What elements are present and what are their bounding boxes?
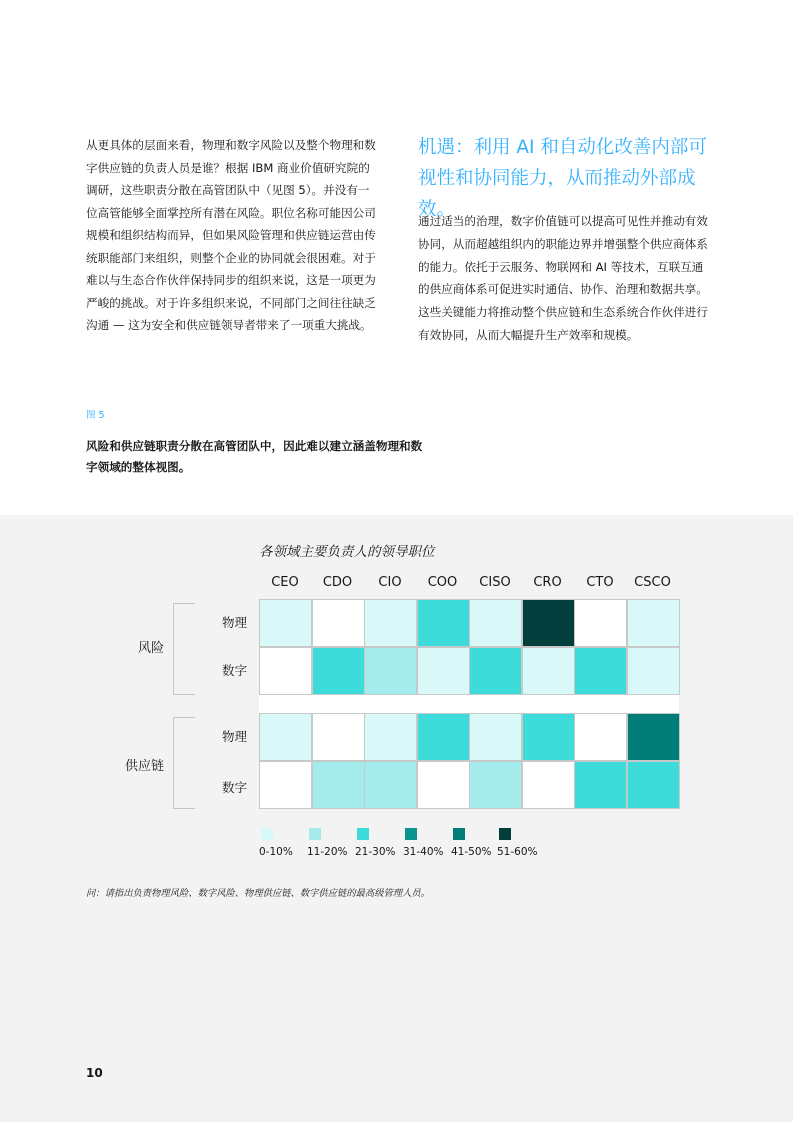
group-label: 风险 bbox=[138, 641, 165, 656]
heatmap-cell bbox=[522, 761, 575, 809]
column-header-csco: CSCO bbox=[634, 575, 671, 590]
heatmap-cell bbox=[312, 599, 365, 647]
body-paragraph-left: 从更具体的层面来看，物理和数字风险以及整个物理和数字供应链的负责人员是谁？根据 IBM 商业价值研究院的调研，这些职责分散在高管团队中（见图 5）。并没有一位高管能够全面掌控所有潜在风险。职位名称可能因公司规模和组织结构而异，但如果风险管理和供应链运营由传统职能部门来组织，则整个企业的协同就会很困难。对于难以与生态合作伙伴保持同步的组织来说，这是一项更为严峻的挑战。对于许多组织来说，不同部门之间往往缺乏沟通 — 这为安全和供应链领导者带来了一项重大挑战。 bbox=[86, 138, 376, 332]
heatmap-cell bbox=[522, 599, 575, 647]
legend-swatch bbox=[261, 828, 273, 840]
heatmap-cell bbox=[259, 599, 312, 647]
heatmap-cell bbox=[522, 647, 575, 695]
chart-title: 各领域主要负责人的领导职位 bbox=[259, 544, 435, 560]
heatmap-cell bbox=[627, 599, 680, 647]
heatmap-cell bbox=[259, 713, 312, 761]
legend-swatch bbox=[405, 828, 417, 840]
row-label: 物理 bbox=[222, 615, 248, 630]
heatmap-cell bbox=[259, 761, 312, 809]
heatmap-cell bbox=[627, 647, 680, 695]
row-label: 数字 bbox=[222, 663, 248, 678]
heatmap-cell bbox=[364, 599, 417, 647]
heatmap-cell bbox=[417, 647, 470, 695]
heatmap-cell bbox=[417, 599, 470, 647]
legend-label: 21-30% bbox=[355, 846, 396, 858]
heatmap-cell bbox=[312, 647, 365, 695]
legend-label: 0-10% bbox=[259, 846, 293, 858]
group-bracket bbox=[173, 603, 195, 695]
heatmap-cell bbox=[574, 713, 627, 761]
heatmap-cell bbox=[627, 761, 680, 809]
legend-swatch bbox=[453, 828, 465, 840]
survey-question-footnote: 问：请指出负责物理风险、数字风险、物理供应链、数字供应链的最高级管理人员。 bbox=[86, 888, 430, 899]
legend-label: 51-60% bbox=[497, 846, 538, 858]
heatmap-cell bbox=[574, 647, 627, 695]
legend-swatch bbox=[499, 828, 511, 840]
heatmap-cell bbox=[312, 713, 365, 761]
column-header-ciso: CISO bbox=[479, 575, 511, 590]
group-separator bbox=[259, 695, 679, 713]
column-header-cio: CIO bbox=[378, 575, 402, 590]
heatmap-cell bbox=[574, 761, 627, 809]
figure-caption: 风险和供应链职责分散在高管团队中，因此难以建立涵盖物理和数字领域的整体视图。 bbox=[86, 439, 423, 474]
column-header-coo: COO bbox=[427, 575, 458, 590]
row-label: 物理 bbox=[222, 729, 248, 744]
column-header-cdo: CDO bbox=[322, 575, 353, 590]
heatmap-cell bbox=[627, 713, 680, 761]
heatmap-cell bbox=[364, 647, 417, 695]
heatmap-cell bbox=[364, 713, 417, 761]
column-header-cto: CTO bbox=[586, 575, 614, 590]
legend-swatch bbox=[357, 828, 369, 840]
opportunity-heading: 机遇：利用 AI 和自动化改善内部可视性和协同能力，从而推动外部成效。 bbox=[418, 137, 707, 220]
group-bracket bbox=[173, 717, 195, 809]
column-header-ceo: CEO bbox=[271, 575, 299, 590]
heatmap-cell bbox=[469, 761, 522, 809]
heatmap-cell bbox=[469, 599, 522, 647]
heatmap-cell bbox=[417, 713, 470, 761]
heatmap-cell bbox=[364, 761, 417, 809]
heatmap-cell bbox=[259, 647, 312, 695]
legend-label: 41-50% bbox=[451, 846, 492, 858]
legend-label: 31-40% bbox=[403, 846, 444, 858]
figure-label: 图 5 bbox=[86, 410, 105, 421]
heatmap-cell bbox=[469, 713, 522, 761]
heatmap-cell bbox=[574, 599, 627, 647]
body-paragraph-right: 通过适当的治理，数字价值链可以提高可见性并推动有效协同，从而超越组织内的职能边界并增强整个供应商体系的能力。依托于云服务、物联网和 AI 等技术，互联互通的供应商体系可促进实时通信、协作、治理和数据共享。这些关键能力将推动整个供应链和生态系统合作伙伴进行有效协同，从而大幅提升生产效率和规模。 bbox=[418, 214, 708, 342]
column-header-cro: CRO bbox=[533, 575, 562, 590]
heatmap-cell bbox=[469, 647, 522, 695]
heatmap-cell bbox=[522, 713, 575, 761]
legend-label: 11-20% bbox=[307, 846, 348, 858]
row-label: 数字 bbox=[222, 780, 248, 795]
heatmap-cell bbox=[312, 761, 365, 809]
heatmap-cell bbox=[417, 761, 470, 809]
legend-swatch bbox=[309, 828, 321, 840]
page-number: 10 bbox=[86, 1066, 103, 1080]
group-label: 供应链 bbox=[125, 759, 165, 774]
